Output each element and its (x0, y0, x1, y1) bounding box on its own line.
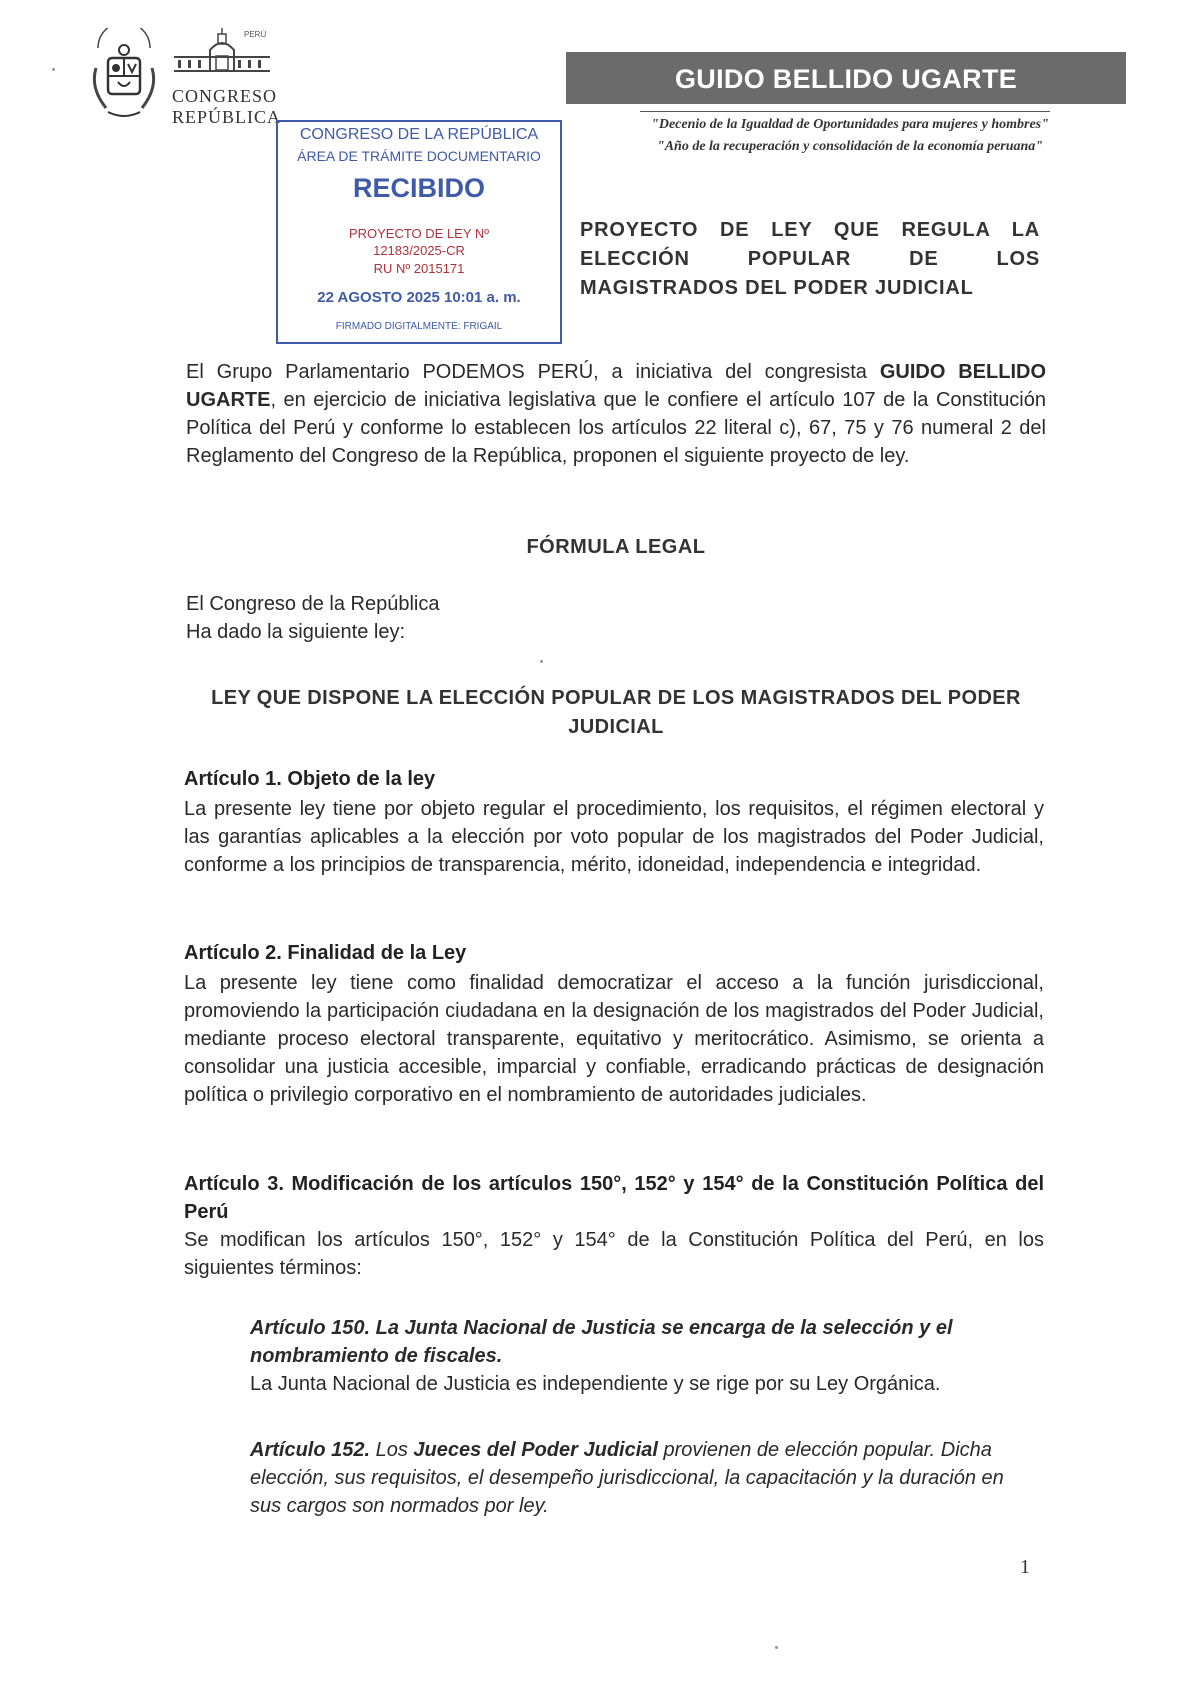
congreso-logo-text (172, 86, 281, 128)
congreso-logo-line2: REPÚBLICA (172, 107, 282, 127)
quoted-article-150-heading: Artículo 150. La Junta Nacional de Justicia se encarga de la selección y el nombramiento de fiscales. (250, 1317, 953, 1367)
decree-line-2: Ha dado la siguiente ley: (186, 621, 406, 643)
intro-congressman-name: GUIDO BELLIDO UGARTE (186, 361, 1047, 411)
article-2-heading: Artículo 2. Finalidad de la Ley (184, 942, 467, 964)
congressman-name-banner: GUIDO BELLIDO UGARTE (566, 52, 1126, 104)
intro-paragraph (186, 358, 1046, 470)
decree-block (186, 590, 440, 646)
congreso-logo-line1: CONGRESO (172, 86, 278, 106)
stamp-signed: FIRMADO DIGITALMENTE: FRIGAIL (335, 321, 503, 332)
intro-part2: , en ejercicio de iniciativa legislativa que le confiere el artículo 107 de la Constitución Política del Perú y conforme lo establecen los artículos 22 literal c), 67, 75 y 76 numeral 2 del Reglamento del Congreso de la República, proponen el siguiente proyecto de ley. (186, 389, 1046, 467)
quoted-article-150-body: La Junta Nacional de Justicia es independiente y se rige por su Ley Orgánica. (250, 1373, 941, 1395)
project-title: PROYECTO DE LEY QUE REGULA LA ELECCIÓN POPULAR DE LOS MAGISTRADOS DEL PODER JUDICIAL (580, 219, 1040, 299)
stamp-ru-number: RU Nº 2015171 (373, 261, 465, 276)
scan-speck (540, 660, 543, 663)
quoted-article-152-rest: provienen de elección popular. Dicha elección, sus requisitos, el desempeño jurisdiccional, la capacitación y la duración en sus cargos son normados por ley. (250, 1439, 1004, 1517)
article-3-heading: Artículo 3. Modificación de los artículos 150°, 152° y 154° de la Constitución Política del Perú (184, 1173, 1044, 1223)
article-2-body: La presente ley tiene como finalidad democratizar el acceso a la función jurisdiccional, promoviendo la participación ciudadana en la designación de los magistrados del Poder Judicial, mediante proceso electoral transparente, equitativo y meritocrático. Asimismo, se orienta a consolidar una justicia accesible, imparcial y confiable, erradicando prácticas de designación política o privilegio corporativo en el nombramiento de autoridades judiciales. (184, 972, 1044, 1106)
article-3-body: Se modifican los artículos 150°, 152° y 154° de la Constitución Política del Perú, en los siguientes términos: (184, 1229, 1044, 1279)
article-1-heading: Artículo 1. Objeto de la ley (184, 768, 436, 790)
stamp-status: RECIBIDO (352, 173, 485, 203)
intro-part1: El Grupo Parlamentario PODEMOS PERÚ, a iniciativa del congresista (186, 361, 880, 383)
scan-speck (52, 68, 55, 71)
quoted-article-152 (250, 1436, 1040, 1520)
article-1-body: La presente ley tiene por objeto regular el procedimiento, los requisitos, el régimen electoral y las garantías aplicables a la elección por voto popular de los magistrados del Poder Judicial, conforme a los principios de transparencia, mérito, idoneidad, independencia e integridad. (184, 798, 1044, 876)
page-number: 1 (1020, 1556, 1030, 1578)
motto-line-2: "Año de la recuperación y consolidación de la economía peruana" (656, 139, 1044, 154)
peru-coat-of-arms-icon (88, 28, 160, 124)
quoted-article-152-mid: Los (370, 1439, 414, 1461)
formula-legal-heading: FÓRMULA LEGAL (526, 536, 706, 558)
motto-line-1: "Decenio de la Igualdad de Oportunidades para mujeres y hombres" (651, 117, 1049, 132)
received-stamp (276, 120, 562, 344)
law-title: LEY QUE DISPONE LA ELECCIÓN POPULAR DE LOS MAGISTRADOS DEL PODER JUDICIAL (211, 687, 1021, 738)
decree-line-1: El Congreso de la República (186, 593, 440, 615)
stamp-project-label: PROYECTO DE LEY Nº (348, 226, 490, 241)
quoted-article-152-subject: Jueces del Poder Judicial (413, 1439, 658, 1461)
stamp-congreso: CONGRESO DE LA REPÚBLICA (299, 126, 539, 143)
stamp-project-number: 12183/2025-CR (373, 243, 465, 258)
stamp-area: ÁREA DE TRÁMITE DOCUMENTARIO (297, 148, 541, 164)
banner-divider (640, 111, 1050, 112)
stamp-datetime: 22 AGOSTO 2025 10:01 a. m. (317, 289, 521, 306)
peru-mini-label: PERÚ (244, 30, 267, 39)
quoted-article-152-lead: Artículo 152. (250, 1439, 371, 1461)
scan-speck (775, 1646, 778, 1649)
